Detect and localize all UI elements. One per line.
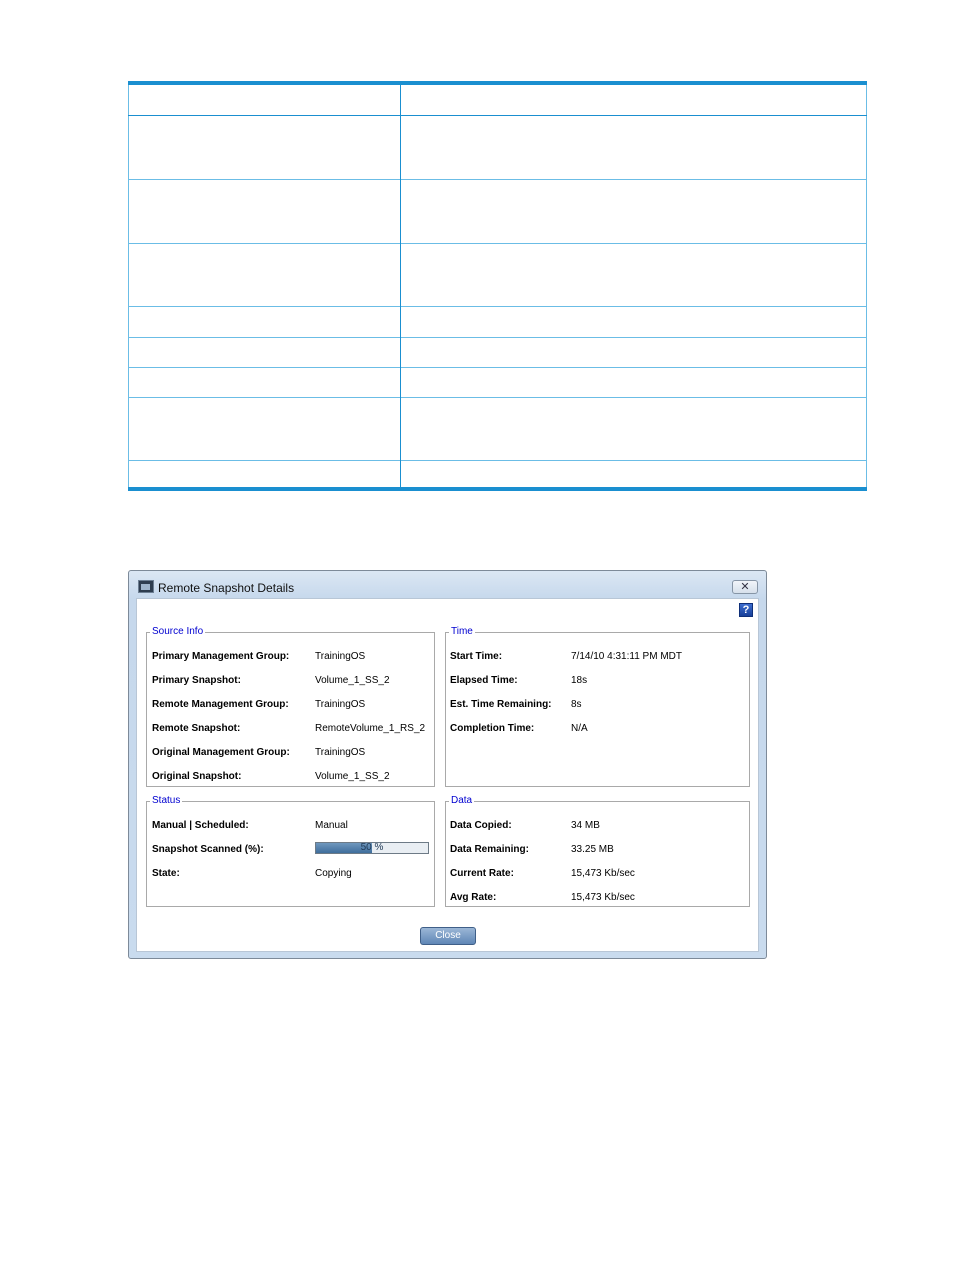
field-label: Data Remaining: (450, 844, 529, 855)
window-titlebar[interactable] (129, 571, 766, 599)
field-label: Remote Snapshot: (152, 723, 241, 734)
field-value: 33.25 MB (571, 844, 614, 855)
field-label: Original Snapshot: (152, 771, 242, 782)
field-value: 34 MB (571, 820, 600, 831)
field-value: Volume_1_SS_2 (315, 675, 390, 686)
field-value: TrainingOS (315, 699, 366, 710)
group-legend: Time (451, 626, 473, 637)
field-value: Volume_1_SS_2 (315, 771, 390, 782)
field-value: 15,473 Kb/sec (571, 868, 635, 879)
group-legend: Data (451, 795, 473, 806)
progress-percent: 50 % (360, 842, 384, 853)
field-value: 8s (571, 699, 582, 710)
field-value: 7/14/10 4:31:11 PM MDT (571, 651, 682, 662)
field-value: N/A (571, 723, 588, 734)
field-label: Snapshot Scanned (%): (152, 844, 264, 855)
field-label: Primary Management Group: (152, 651, 290, 662)
field-value: Manual (315, 820, 348, 831)
table-row (128, 338, 867, 368)
window-app-icon (138, 580, 154, 593)
group-legend: Status (152, 795, 181, 806)
field-label: Est. Time Remaining: (450, 699, 552, 710)
table-header-row (128, 85, 867, 116)
table-row (128, 398, 867, 461)
table-row (128, 461, 867, 491)
help-icon[interactable]: ? (739, 603, 753, 617)
field-label: Manual | Scheduled: (152, 820, 249, 831)
field-value: 15,473 Kb/sec (571, 892, 635, 903)
field-label: Elapsed Time: (450, 675, 518, 686)
table-row (128, 180, 867, 244)
field-label: Original Management Group: (152, 747, 290, 758)
field-label: State: (152, 868, 180, 879)
table-row (128, 368, 867, 398)
field-label: Data Copied: (450, 820, 512, 831)
field-label: Primary Snapshot: (152, 675, 241, 686)
table-row (128, 307, 867, 338)
snapshot-scanned-progress-bar (315, 842, 429, 854)
close-button[interactable]: Close (420, 927, 476, 945)
field-value: TrainingOS (315, 651, 366, 662)
close-icon[interactable]: ✕ (732, 580, 758, 594)
field-value: RemoteVolume_1_RS_2 (315, 723, 426, 734)
remote-snapshot-details-window (128, 570, 767, 959)
field-label: Current Rate: (450, 868, 514, 879)
reference-table (128, 81, 867, 491)
field-value: Copying (315, 868, 352, 879)
group-legend: Source Info (152, 626, 204, 637)
window-title: Remote Snapshot Details (158, 581, 295, 595)
table-column-divider (400, 85, 401, 487)
table-row (128, 244, 867, 307)
field-label: Avg Rate: (450, 892, 497, 903)
field-label: Remote Management Group: (152, 699, 289, 710)
field-value: 18s (571, 675, 588, 686)
field-label: Completion Time: (450, 723, 535, 734)
field-value: TrainingOS (315, 747, 366, 758)
table-row (128, 116, 867, 180)
dialog-content (136, 598, 759, 952)
field-label: Start Time: (450, 651, 503, 662)
